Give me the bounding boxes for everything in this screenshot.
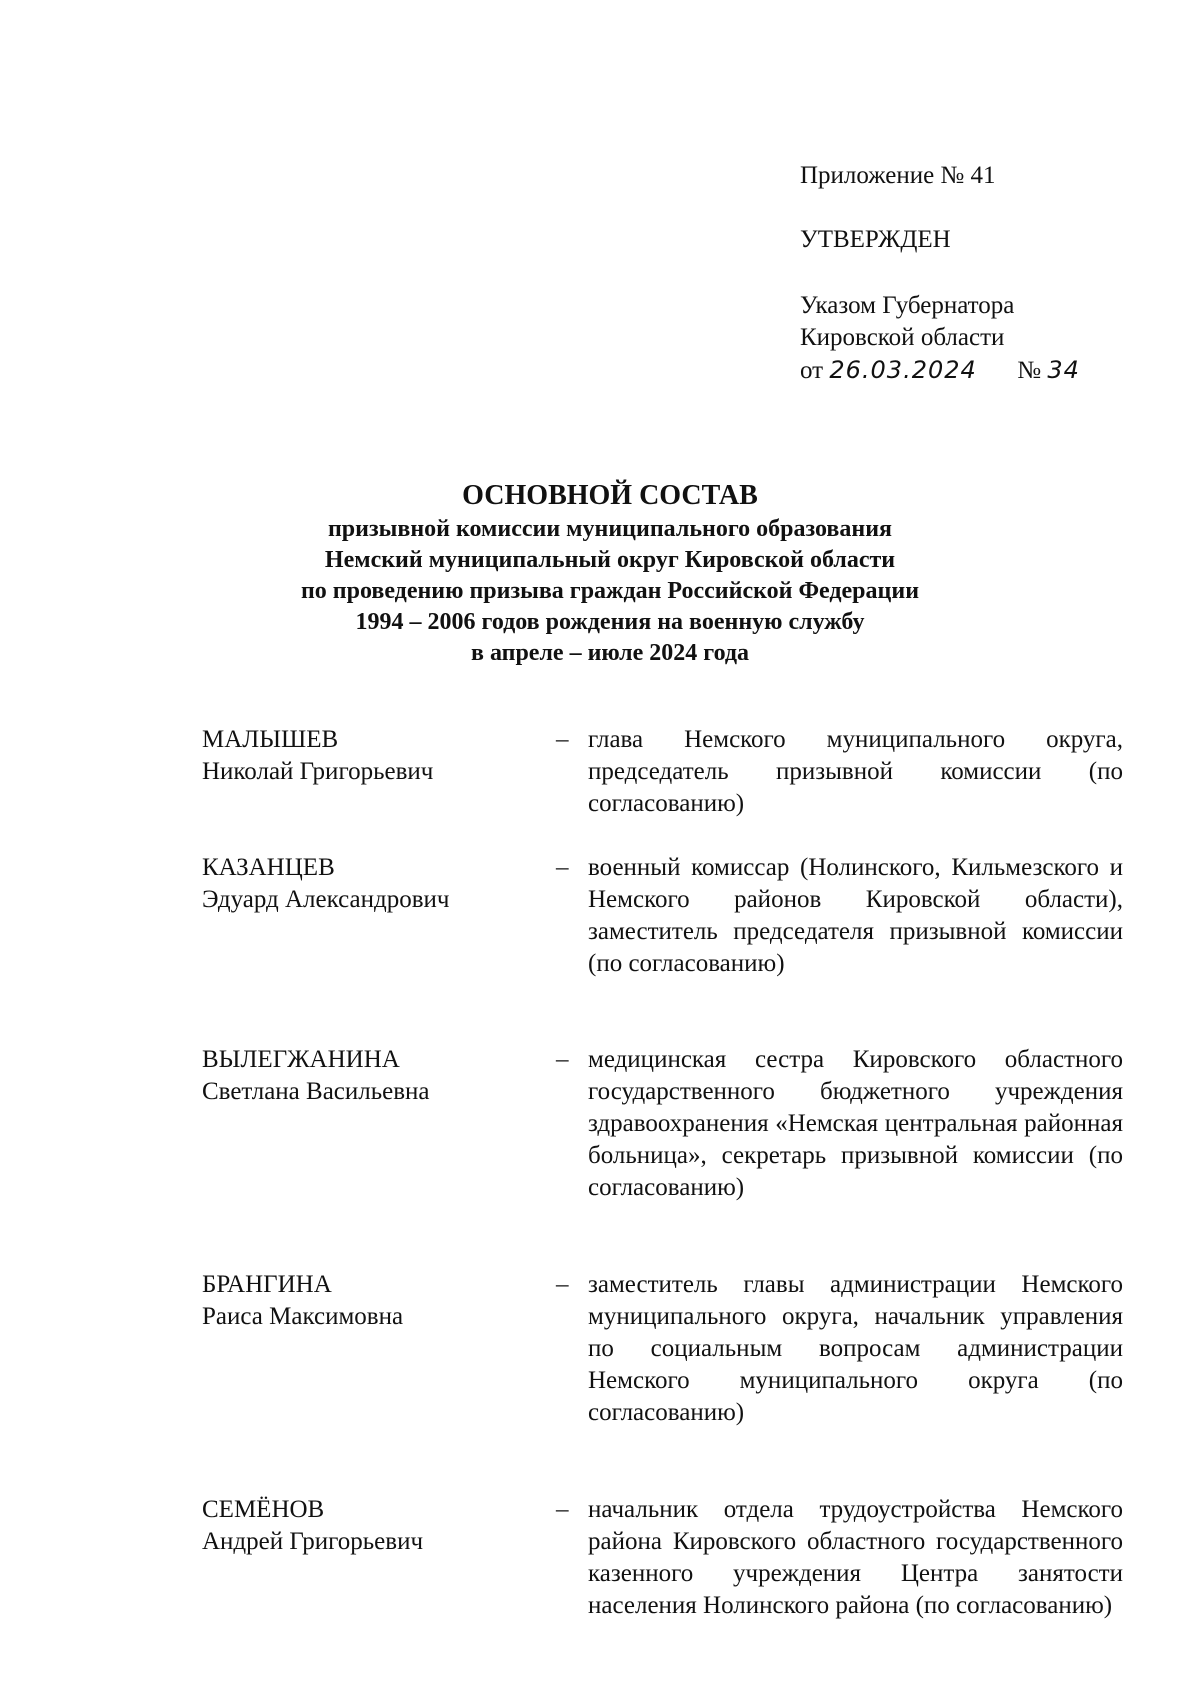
approved-stamp-text: УТВЕРЖДЕН (800, 226, 951, 253)
member-role: военный комиссар (Нолинского, Кильмезского и Немского районов Кировской области), заместитель председателя призывной комиссии (по согласованию) (588, 854, 1123, 977)
member-dash: – (556, 1496, 569, 1523)
title-line-4: 1994 – 2006 годов рождения на военную службу (355, 609, 865, 635)
member-surname: КАЗАНЦЕВ (202, 854, 335, 881)
member-dash: – (556, 1271, 569, 1298)
decree-line-2: Кировской области (800, 324, 1005, 351)
member-dash: – (556, 854, 569, 881)
member-dash: – (556, 1046, 569, 1073)
date-prefix: от (800, 357, 824, 384)
member-given-names: Эдуард Александрович (202, 886, 450, 913)
member-role: заместитель главы администрации Немского муниципального округа, начальник управления по социальным вопросам администрации Немского муниципального округа (по согласованию) (588, 1271, 1123, 1426)
member-given-names: Андрей Григорьевич (202, 1528, 424, 1555)
member-given-names: Николай Григорьевич (202, 758, 434, 785)
member-surname: СЕМЁНОВ (202, 1496, 325, 1523)
title-line-2: Немский муниципальный округ Кировской области (324, 547, 896, 573)
member-role: глава Немского муниципального округа, председатель призывной комиссии (по согласованию) (588, 726, 1123, 817)
document-title (200, 478, 1020, 669)
handwritten-number: 34 (1047, 356, 1080, 384)
member-surname: ВЫЛЕГЖАНИНА (202, 1046, 400, 1073)
member-dash: – (556, 726, 569, 753)
member-role: медицинская сестра Кировского областного государственного бюджетного учреждения здравоохранения «Немская центральная районная больница», секретарь призывной комиссии (по согласованию) (588, 1046, 1123, 1201)
member-role: начальник отдела трудоустройства Немского района Кировского областного государственного казенного учреждения Центра занятости населения Нолинского района (по согласованию) (588, 1496, 1123, 1619)
decree-date-line (800, 354, 1080, 387)
member-surname: БРАНГИНА (202, 1271, 332, 1298)
appendix-number: Приложение № 41 (800, 162, 996, 189)
decree-reference (800, 290, 1080, 387)
member-given-names: Раиса Максимовна (202, 1303, 404, 1330)
title-line-3: по проведению призыва граждан Российской Федерации (300, 578, 920, 604)
handwritten-date: 26.03.2024 (829, 356, 977, 384)
number-prefix: № (1017, 357, 1042, 384)
member-given-names: Светлана Васильевна (202, 1078, 430, 1105)
title-main: ОСНОВНОЙ СОСТАВ (462, 480, 758, 511)
member-surname: МАЛЫШЕВ (202, 726, 339, 753)
title-line-1: призывной комиссии муниципального образования (327, 516, 893, 542)
decree-line-1: Указом Губернатора (800, 292, 1015, 319)
title-line-5: в апреле – июле 2024 года (470, 640, 750, 666)
